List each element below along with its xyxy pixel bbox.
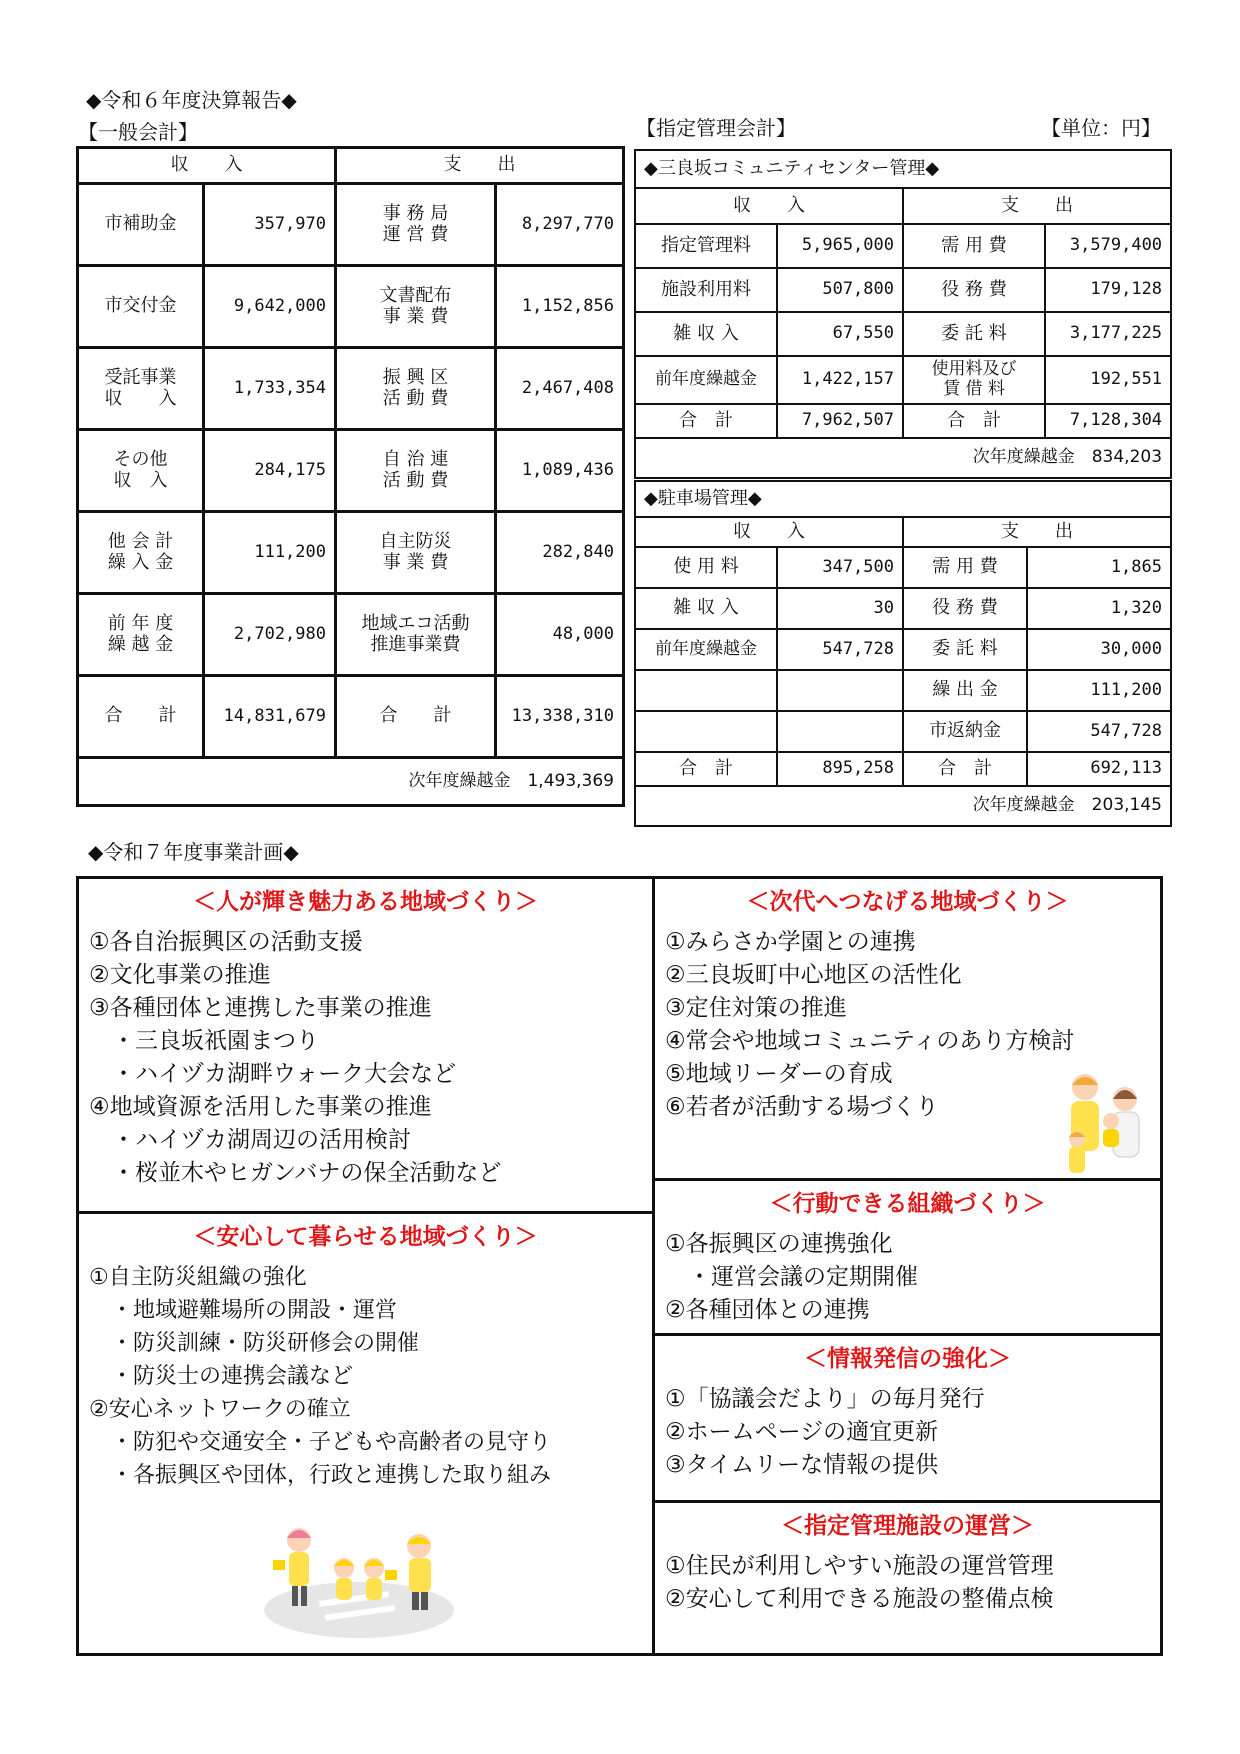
income-value: 284,175 (204, 430, 336, 512)
family-illustration (1053, 1069, 1157, 1177)
section-title: ＜情報発信の強化＞ (804, 1346, 1011, 1372)
section-title: ＜次代へつなげる地域づくり＞ (746, 889, 1069, 915)
expense-value: 1,089,436 (496, 430, 624, 512)
income-value: 9,642,000 (204, 266, 336, 348)
community-center-table (634, 149, 1172, 479)
income-value: 30 (777, 588, 903, 629)
expense-label: 使用料及び 賃 借 料 (903, 356, 1045, 404)
list-item: ①みらさか学園との連携 (665, 929, 916, 955)
crossing-guard-illustration (259, 1510, 459, 1640)
expense-label: 自 治 連 活 動 費 (336, 430, 496, 512)
expense-value: 1,152,856 (496, 266, 624, 348)
list-item: ①各振興区の連携強化 (665, 1231, 893, 1257)
income-total-label: 合 計 (635, 752, 777, 786)
expense-value: 282,840 (496, 512, 624, 594)
plan-section-org (655, 1181, 1160, 1336)
list-item: ・防災士の連携会議など (89, 1364, 354, 1389)
income-total: 7,962,507 (777, 404, 903, 438)
expense-label: 市返納金 (903, 711, 1027, 752)
parking-carryover: 次年度繰越金 203,145 (635, 786, 1171, 826)
income-label: 前 年 度 繰 越 金 (78, 594, 204, 676)
income-value (777, 670, 903, 711)
income-value: 357,970 (204, 184, 336, 266)
income-label: 雑 収 入 (635, 312, 777, 356)
community-center-title: ◆三良坂コミュニティセンター管理◆ (635, 150, 1171, 188)
list-item: ②安心して利用できる施設の整備点検 (665, 1586, 1054, 1612)
expense-value: 179,128 (1045, 268, 1171, 312)
expense-label: 役 務 費 (903, 268, 1045, 312)
income-total-label: 合 計 (78, 676, 204, 758)
list-item: ②文化事業の推進 (89, 962, 271, 988)
section-list (665, 1383, 1160, 1482)
list-item: ①自主防災組織の強化 (89, 1265, 307, 1290)
list-item: ①「協議会だより」の毎月発行 (665, 1386, 985, 1412)
income-value (777, 711, 903, 752)
expense-value: 1,320 (1027, 588, 1171, 629)
income-total-label: 合 計 (635, 404, 777, 438)
expense-header: 支 出 (903, 188, 1171, 224)
list-item: ・防災訓練・防災研修会の開催 (89, 1331, 420, 1356)
expense-total: 13,338,310 (496, 676, 624, 758)
expense-label: 役 務 費 (903, 588, 1027, 629)
income-label: 受託事業 収 入 (78, 348, 204, 430)
general-carryover: 次年度繰越金 1,493,369 (78, 758, 624, 806)
expense-label: 需 用 費 (903, 547, 1027, 588)
section-list (89, 926, 652, 1190)
section-title: ＜行動できる組織づくり＞ (769, 1191, 1046, 1217)
list-item: ③タイムリーな情報の提供 (665, 1452, 939, 1478)
expense-label: 繰 出 金 (903, 670, 1027, 711)
expense-value: 547,728 (1027, 711, 1171, 752)
income-label (635, 711, 777, 752)
parking-table (634, 480, 1172, 827)
plan-section-info (655, 1336, 1160, 1503)
managed-account-heading: 【指定管理会計】 (636, 116, 796, 140)
income-value: 1,422,157 (777, 356, 903, 404)
general-account-table (76, 146, 625, 807)
expense-label: 需 用 費 (903, 224, 1045, 268)
list-item: ②ホームページの適宜更新 (665, 1419, 939, 1445)
expense-total-label: 合 計 (903, 752, 1027, 786)
expense-value: 2,467,408 (496, 348, 624, 430)
plan-section-people (79, 879, 655, 1214)
section-title: ＜安心して暮らせる地域づくり＞ (193, 1224, 538, 1250)
list-item: ・桜並木やヒガンバナの保全活動など (89, 1160, 502, 1186)
list-item: ⑥若者が活動する場づくり (665, 1094, 939, 1120)
section-list (89, 1261, 652, 1492)
income-total: 14,831,679 (204, 676, 336, 758)
list-item: ・三良坂祇園まつり (89, 1028, 319, 1054)
list-item: ⑤地域リーダーの育成 (665, 1061, 893, 1087)
list-item: ④常会や地域コミュニティのあり方検討 (665, 1028, 1075, 1054)
expense-header: 支 出 (903, 517, 1171, 547)
income-label: 市補助金 (78, 184, 204, 266)
expense-label: 委 託 料 (903, 312, 1045, 356)
income-value: 5,965,000 (777, 224, 903, 268)
income-label: 前年度繰越金 (635, 629, 777, 670)
list-item: ・各振興区や団体，行政と連携した取り組み (89, 1463, 552, 1488)
income-total: 895,258 (777, 752, 903, 786)
expense-value: 3,177,225 (1045, 312, 1171, 356)
income-value: 111,200 (204, 512, 336, 594)
expense-value: 111,200 (1027, 670, 1171, 711)
expense-value: 192,551 (1045, 356, 1171, 404)
plan-title: ◆令和７年度事業計画◆ (88, 840, 299, 864)
income-label (635, 670, 777, 711)
expense-total: 692,113 (1027, 752, 1171, 786)
plan-section-next-gen (655, 879, 1160, 1181)
income-value: 67,550 (777, 312, 903, 356)
expense-header: 支 出 (336, 148, 624, 184)
expense-label: 自主防災 事 業 費 (336, 512, 496, 594)
list-item: ②三良坂町中心地区の活性化 (665, 962, 962, 988)
income-value: 347,500 (777, 547, 903, 588)
list-item: ・防犯や交通安全・子どもや高齢者の見守り (89, 1430, 552, 1455)
list-item: ③各種団体と連携した事業の推進 (89, 995, 432, 1021)
list-item: ②各種団体との連携 (665, 1297, 870, 1323)
expense-value: 3,579,400 (1045, 224, 1171, 268)
list-item: ③定住対策の推進 (665, 995, 847, 1021)
income-value: 507,800 (777, 268, 903, 312)
expense-label: 地域エコ活動 推進事業費 (336, 594, 496, 676)
income-label: 市交付金 (78, 266, 204, 348)
expense-label: 委 託 料 (903, 629, 1027, 670)
income-label: 施設利用料 (635, 268, 777, 312)
income-label: 指定管理料 (635, 224, 777, 268)
income-header: 収 入 (635, 188, 903, 224)
income-label: その他 収 入 (78, 430, 204, 512)
income-label: 前年度繰越金 (635, 356, 777, 404)
expense-total: 7,128,304 (1045, 404, 1171, 438)
income-value: 2,702,980 (204, 594, 336, 676)
income-header: 収 入 (78, 148, 336, 184)
expense-value: 1,865 (1027, 547, 1171, 588)
list-item: ・ハイヅカ湖周辺の活用検討 (89, 1127, 411, 1153)
plan-grid (76, 876, 1163, 1656)
plan-section-safety (79, 1214, 655, 1656)
unit-label: 【単位：円】 (1041, 116, 1161, 140)
expense-total-label: 合 計 (336, 676, 496, 758)
section-list (665, 1228, 1160, 1327)
expense-value: 30,000 (1027, 629, 1171, 670)
list-item: ④地域資源を活用した事業の推進 (89, 1094, 432, 1120)
list-item: ・運営会議の定期開催 (665, 1264, 918, 1290)
list-item: ①住民が利用しやすい施設の運営管理 (665, 1553, 1054, 1579)
income-label: 雑 収 入 (635, 588, 777, 629)
section-list (665, 1550, 1160, 1616)
expense-label: 振 興 区 活 動 費 (336, 348, 496, 430)
general-account-heading: 【一般会計】 (78, 120, 198, 144)
parking-title: ◆駐車場管理◆ (635, 481, 1171, 517)
list-item: ・地域避難場所の開設・運営 (89, 1298, 398, 1323)
income-value: 1,733,354 (204, 348, 336, 430)
list-item: ・ハイヅカ湖畔ウォーク大会など (89, 1061, 457, 1087)
income-label: 使 用 料 (635, 547, 777, 588)
section-title: ＜指定管理施設の運営＞ (781, 1513, 1034, 1539)
income-header: 収 入 (635, 517, 903, 547)
expense-label: 事 務 局 運 営 費 (336, 184, 496, 266)
section-title: ＜人が輝き魅力ある地域づくり＞ (193, 889, 538, 915)
list-item: ②安心ネットワークの確立 (89, 1397, 351, 1422)
income-label: 他 会 計 繰 入 金 (78, 512, 204, 594)
expense-label: 文書配布 事 業 費 (336, 266, 496, 348)
community-center-carryover: 次年度繰越金 834,203 (635, 438, 1171, 478)
expense-value: 48,000 (496, 594, 624, 676)
page-title: ◆令和６年度決算報告◆ (86, 88, 297, 112)
income-value: 547,728 (777, 629, 903, 670)
plan-section-facility (655, 1503, 1160, 1653)
list-item: ①各自治振興区の活動支援 (89, 929, 363, 955)
expense-total-label: 合 計 (903, 404, 1045, 438)
expense-value: 8,297,770 (496, 184, 624, 266)
